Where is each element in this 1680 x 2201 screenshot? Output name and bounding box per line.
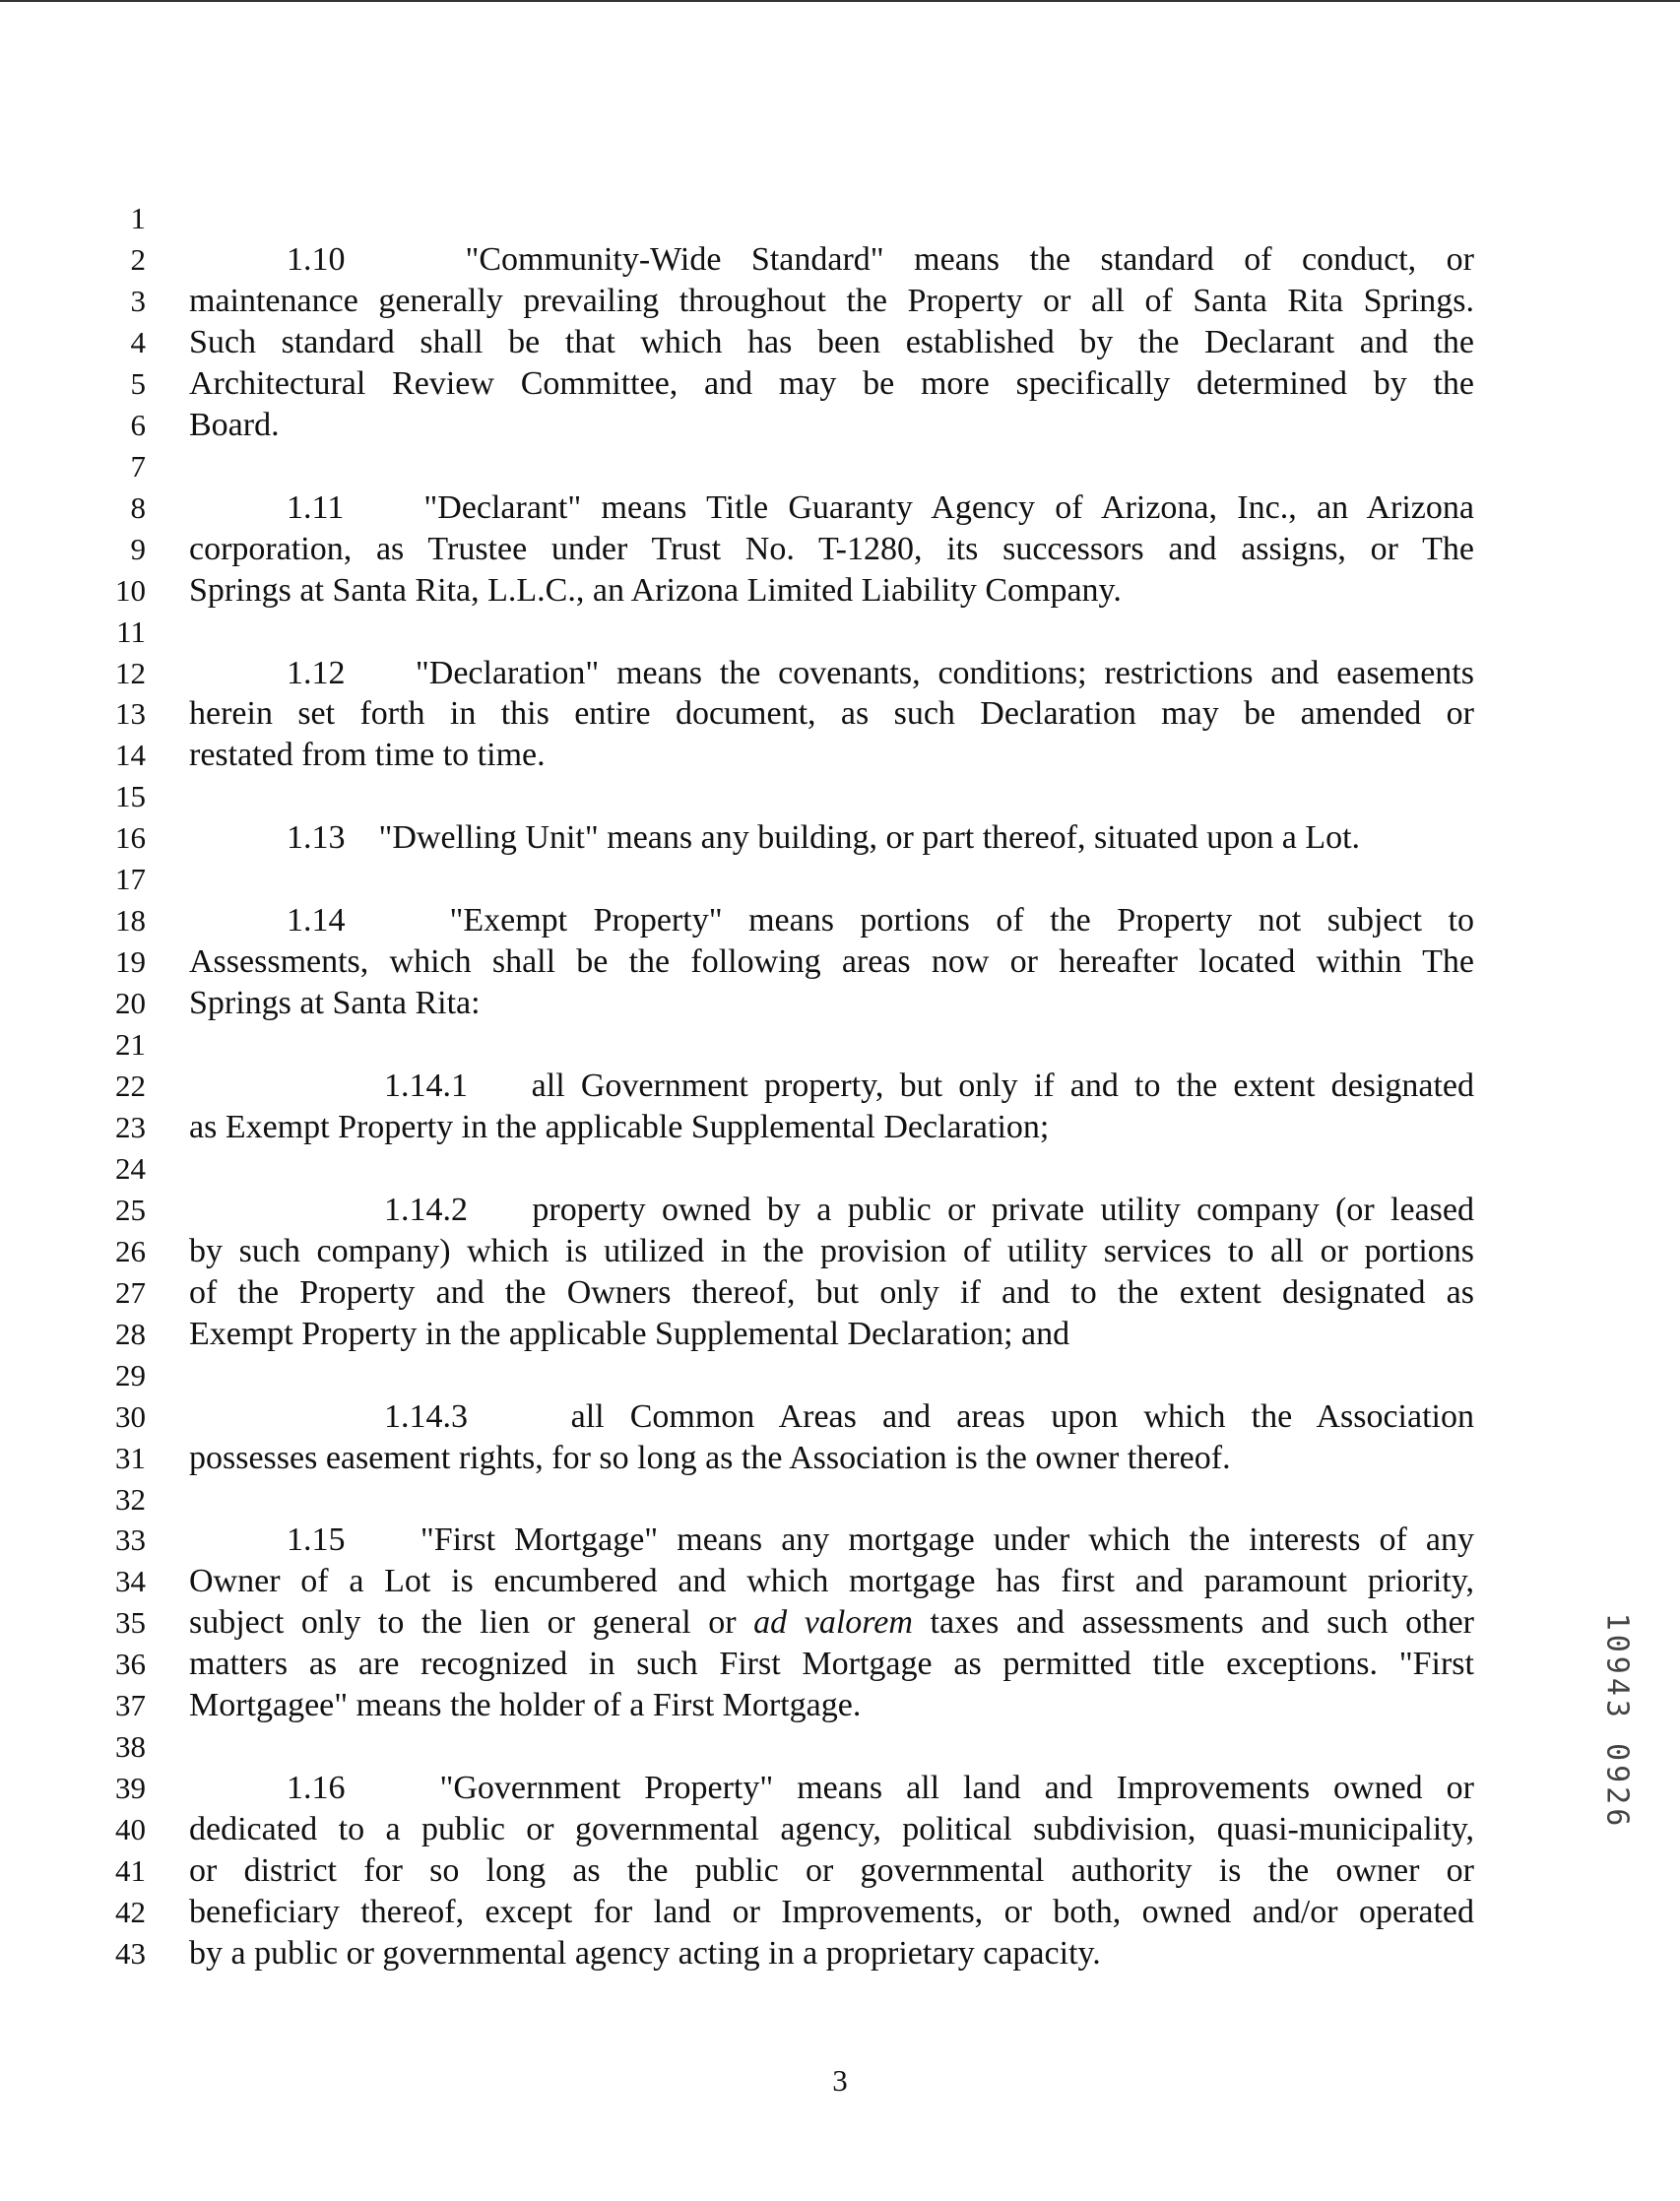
line-text: subject only to the lien or general or ad valorem taxes and assessments and such other	[189, 1604, 1474, 1642]
line-number: 9	[130, 531, 146, 566]
line-text: as Exempt Property in the applicable Supplemental Declaration;	[189, 1108, 1050, 1145]
line-text: matters as are recognized in such First Mortgage as permitted title exceptions. "First	[189, 1646, 1474, 1683]
line-number: 36	[115, 1647, 146, 1682]
line-number: 19	[115, 944, 146, 980]
numbered-line	[0, 240, 1680, 280]
line-text: possesses easement rights, for so long as the Association is the owner thereof.	[189, 1439, 1231, 1476]
line-number: 20	[115, 986, 146, 1021]
line-text: herein set forth in this entire document, as such Declaration may be amended or	[189, 695, 1474, 733]
line-text: Architectural Review Committee, and may be more specifically determined by the	[189, 364, 1474, 402]
line-number: 21	[115, 1027, 146, 1062]
numbered-line	[0, 777, 1680, 816]
numbered-line	[0, 694, 1680, 734]
numbered-line	[0, 282, 1680, 321]
line-number: 31	[115, 1440, 146, 1475]
numbered-line	[0, 199, 1680, 238]
numbered-line	[0, 901, 1680, 940]
numbered-line	[0, 1232, 1680, 1271]
numbered-line	[0, 613, 1680, 652]
numbered-line	[0, 1397, 1680, 1437]
line-text: 1.14.3 all Common Areas and areas upon which the Association	[384, 1397, 1474, 1435]
line-number: 12	[115, 655, 146, 690]
line-number: 16	[115, 820, 146, 856]
numbered-line	[0, 818, 1680, 858]
numbered-line	[0, 1315, 1680, 1354]
line-text: 1.11 "Declarant" means Title Guaranty Agency of Arizona, Inc., an Arizona	[287, 488, 1474, 526]
page-number: 3	[832, 2063, 848, 2098]
line-text: 1.14.2 property owned by a public or private utility company (or leased	[384, 1191, 1474, 1228]
numbered-line	[0, 447, 1680, 486]
line-number: 29	[115, 1357, 146, 1392]
numbered-line	[0, 1273, 1680, 1313]
line-text: 1.14.1 all Government property, but only if and to the extent designated	[384, 1068, 1474, 1104]
line-text: 1.14 "Exempt Property" means portions of the Property not subject to	[287, 902, 1474, 939]
line-text: corporation, as Trustee under Trust No. T-1280, its successors and assigns, or The	[189, 530, 1474, 567]
line-text: maintenance generally prevailing throughout the Property or all of Santa Rita Springs.	[189, 282, 1474, 319]
line-text: 1.15 "First Mortgage" means any mortgage under which the interests of any	[287, 1521, 1474, 1559]
line-number: 27	[115, 1274, 146, 1310]
line-text: by such company) which is utilized in the provision of utility services to all or portions	[189, 1232, 1474, 1269]
line-text: beneficiary thereof, except for land or Improvements, or both, owned and/or operated	[189, 1894, 1474, 1930]
recording-stamp-text: 10943 0926	[1599, 1612, 1635, 1831]
line-number: 7	[130, 448, 146, 484]
line-text: restated from time to time.	[189, 737, 546, 774]
line-number: 35	[115, 1605, 146, 1641]
line-number: 3	[130, 283, 146, 318]
line-number: 23	[115, 1109, 146, 1144]
numbered-line	[0, 1851, 1680, 1891]
line-number: 32	[115, 1481, 146, 1517]
line-text: Exempt Property in the applicable Supplemental Declaration; and	[189, 1315, 1070, 1352]
line-number: 2	[130, 241, 146, 277]
line-number: 24	[115, 1150, 146, 1186]
numbered-line	[0, 364, 1680, 404]
line-number: 11	[116, 614, 146, 649]
line-number: 15	[115, 779, 146, 814]
numbered-line	[0, 530, 1680, 569]
numbered-line	[0, 1562, 1680, 1601]
line-number: 5	[130, 365, 146, 401]
line-text: Assessments, which shall be the following areas now or hereafter located within The	[189, 943, 1474, 981]
line-number: 8	[130, 489, 146, 525]
line-number: 34	[115, 1564, 146, 1599]
numbered-line	[0, 1191, 1680, 1230]
line-text: Owner of a Lot is encumbered and which mortgage has first and paramount priority,	[189, 1563, 1474, 1600]
numbered-line	[0, 1769, 1680, 1808]
line-text: Such standard shall be that which has been established by the Declarant and the	[189, 323, 1474, 360]
line-text: 1.10 "Community-Wide Standard" means the standard of conduct, or	[287, 240, 1474, 278]
line-number: 22	[115, 1068, 146, 1103]
line-text: of the Property and the Owners thereof, but only if and to the extent designated as	[189, 1273, 1474, 1311]
line-text: 1.16 "Government Property" means all land and Improvements owned or	[287, 1770, 1474, 1807]
numbered-line	[0, 571, 1680, 611]
numbered-line	[0, 736, 1680, 775]
line-text: dedicated to a public or governmental agency, political subdivision, quasi-municipality,	[189, 1811, 1474, 1848]
line-text: or district for so long as the public or governmental authority is the owner or	[189, 1852, 1474, 1889]
line-number: 42	[115, 1895, 146, 1929]
line-text: 1.13 "Dwelling Unit" means any building, or part thereof, situated upon a Lot.	[287, 819, 1361, 857]
numbered-line	[0, 323, 1680, 362]
numbered-line	[0, 1480, 1680, 1520]
numbered-line	[0, 1356, 1680, 1395]
line-number: 6	[130, 407, 146, 442]
numbered-line	[0, 406, 1680, 445]
line-number: 40	[115, 1812, 146, 1847]
numbered-line	[0, 488, 1680, 528]
recording-stamp	[1597, 1584, 1637, 1859]
line-number: 10	[115, 572, 146, 608]
line-number: 28	[115, 1316, 146, 1351]
line-number: 43	[115, 1935, 146, 1971]
numbered-line	[0, 1149, 1680, 1189]
numbered-line	[0, 1521, 1680, 1560]
line-number: 1	[130, 201, 146, 235]
line-number: 17	[115, 862, 146, 897]
numbered-line	[0, 1108, 1680, 1147]
line-number: 38	[115, 1729, 146, 1765]
line-text: Springs at Santa Rita:	[189, 985, 481, 1022]
numbered-line	[0, 1645, 1680, 1684]
numbered-line	[0, 984, 1680, 1023]
numbered-line	[0, 1893, 1680, 1932]
top-border	[0, 0, 1680, 2]
line-text: 1.12 "Declaration" means the covenants, conditions; restrictions and easements	[287, 654, 1474, 691]
line-number: 25	[115, 1192, 146, 1227]
line-number: 14	[115, 738, 146, 773]
line-text: Springs at Santa Rita, L.L.C., an Arizona Limited Liability Company.	[189, 571, 1122, 609]
numbered-line	[0, 942, 1680, 982]
line-text: Board.	[189, 406, 280, 443]
line-number: 18	[115, 903, 146, 939]
italic-term: ad valorem	[753, 1604, 913, 1642]
line-number: 4	[130, 324, 146, 359]
line-number: 30	[115, 1398, 146, 1434]
numbered-line	[0, 1686, 1680, 1725]
line-text: Mortgagee" means the holder of a First Mortgage.	[189, 1687, 862, 1724]
line-number: 33	[115, 1522, 146, 1558]
line-number: 39	[115, 1771, 146, 1806]
numbered-line	[0, 1439, 1680, 1478]
numbered-line	[0, 860, 1680, 899]
numbered-line	[0, 654, 1680, 693]
numbered-line	[0, 1727, 1680, 1767]
numbered-line	[0, 1934, 1680, 1974]
line-number: 13	[115, 696, 146, 732]
line-text: by a public or governmental agency acting in a proprietary capacity.	[189, 1934, 1101, 1972]
line-number: 26	[115, 1233, 146, 1268]
numbered-line	[0, 1067, 1680, 1106]
numbered-line	[0, 1603, 1680, 1643]
line-number: 37	[115, 1688, 146, 1723]
numbered-line	[0, 1810, 1680, 1849]
line-number: 41	[115, 1853, 146, 1888]
numbered-line	[0, 1025, 1680, 1065]
